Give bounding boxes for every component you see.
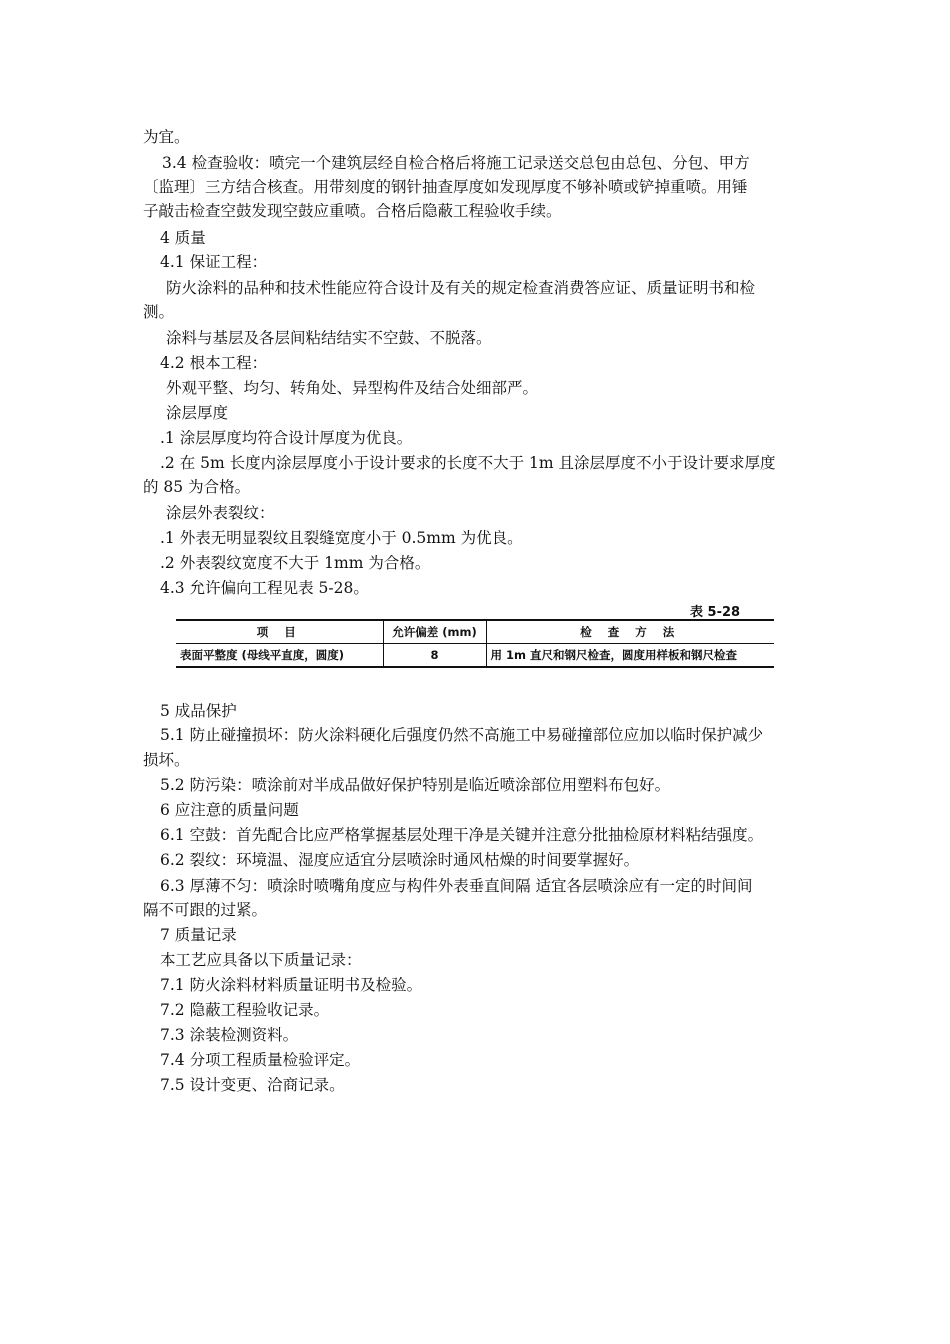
- section-heading: 7 质量记录: [160, 926, 237, 944]
- paragraph-line: 隔不可跟的过紧。: [143, 901, 268, 919]
- subsection-heading: 4.1 保证工程：: [160, 253, 268, 271]
- paragraph-line: .1 外表无明显裂纹且裂缝宽度小于 0.5mm 为优良。: [160, 529, 523, 547]
- paragraph-line: 子敲击检查空鼓发现空鼓应重喷。合格后隐蔽工程验收手续。: [143, 202, 562, 220]
- paragraph-line: 外观平整、均匀、转角处、异型构件及结合处细部严。: [166, 379, 539, 397]
- table-header-row: [176, 620, 774, 644]
- paragraph-line: 7.2 隐蔽工程验收记录。: [160, 1001, 330, 1019]
- paragraph-line: 5.2 防污染：喷涂前对半成品做好保护特别是临近喷涂部位用塑料布包好。: [160, 776, 671, 794]
- paragraph-line: 6.2 裂纹：环境温、湿度应适宜分层喷涂时通风枯燥的时间要掌握好。: [160, 851, 640, 869]
- section-heading: 6 应注意的质量问题: [160, 801, 299, 819]
- paragraph-line: .2 外表裂纹宽度不大于 1mm 为合格。: [160, 554, 431, 572]
- paragraph-line: 4.3 允许偏向工程见表 5-28。: [160, 579, 369, 597]
- paragraph-line: 防火涂料的品种和技术性能应符合设计及有关的规定检查消费答应证、质量证明书和检: [166, 279, 756, 297]
- section-heading: 5 成品保护: [160, 702, 237, 720]
- paragraph-line: .2 在 5m 长度内涂层厚度小于设计要求的长度不大于 1m 且涂层厚度不小于设计要求厚度: [160, 454, 776, 472]
- paragraph-line: 涂层外表裂纹：: [166, 504, 275, 522]
- paragraph-line: .1 涂层厚度均符合设计厚度为优良。: [160, 429, 413, 447]
- table-caption: 表 5-28: [690, 605, 741, 620]
- table-header-cell: 检 查 方 法: [486, 620, 774, 644]
- paragraph-line: 6.3 厚薄不匀：喷涂时喷嘴角度应与构件外表垂直间隔 适宜各层喷涂应有一定的时间间: [160, 877, 753, 895]
- paragraph-line: 3.4 检查验收：喷完一个建筑层经自检合格后将施工记录送交总包由总包、分包、甲方: [162, 154, 750, 172]
- table-cell: 8: [383, 644, 486, 668]
- table-row: [176, 644, 774, 668]
- paragraph-line: 涂层厚度: [166, 404, 229, 422]
- paragraph-line: 5.1 防止碰撞损坏：防火涂料硬化后强度仍然不高施工中易碰撞部位应加以临时保护减少: [160, 726, 764, 744]
- paragraph-line: 的 85 为合格。: [143, 478, 251, 496]
- table-header-cell: 项 目: [256, 625, 302, 639]
- paragraph-line: 6.1 空鼓：首先配合比应严格掌握基层处理干净是关键并注意分批抽检原材料粘结强度。: [160, 826, 764, 844]
- paragraph-line: 为宜。: [143, 128, 190, 146]
- table-cell: 用 1m 直尺和钢尺检查，圆度用样板和钢尺检查: [486, 644, 774, 668]
- paragraph-line: 〔监理〕三方结合核查。用带刻度的钢针抽查厚度如发现厚度不够补喷或铲掉重喷。用锤: [143, 178, 748, 196]
- paragraph-line: 7.1 防火涂料材料质量证明书及检验。: [160, 976, 423, 994]
- paragraph-line: 测。: [143, 303, 175, 321]
- paragraph-line: 7.4 分项工程质量检验评定。: [160, 1051, 361, 1069]
- paragraph-line: 本工艺应具备以下质量记录：: [160, 951, 362, 969]
- subsection-heading: 4.2 根本工程：: [160, 354, 268, 372]
- paragraph-line: 7.5 设计变更、洽商记录。: [160, 1076, 345, 1094]
- paragraph-line: 损坏。: [143, 751, 190, 769]
- section-heading: 4 质量: [160, 229, 206, 247]
- tolerance-table: [176, 619, 774, 668]
- table-header-cell: 允许偏差 (mm): [383, 620, 486, 644]
- paragraph-line: 7.3 涂装检测资料。: [160, 1026, 299, 1044]
- paragraph-line: 涂料与基层及各层间粘结结实不空鼓、不脱落。: [166, 329, 492, 347]
- table-cell: 表面平整度 (母线平直度，圆度): [180, 648, 345, 662]
